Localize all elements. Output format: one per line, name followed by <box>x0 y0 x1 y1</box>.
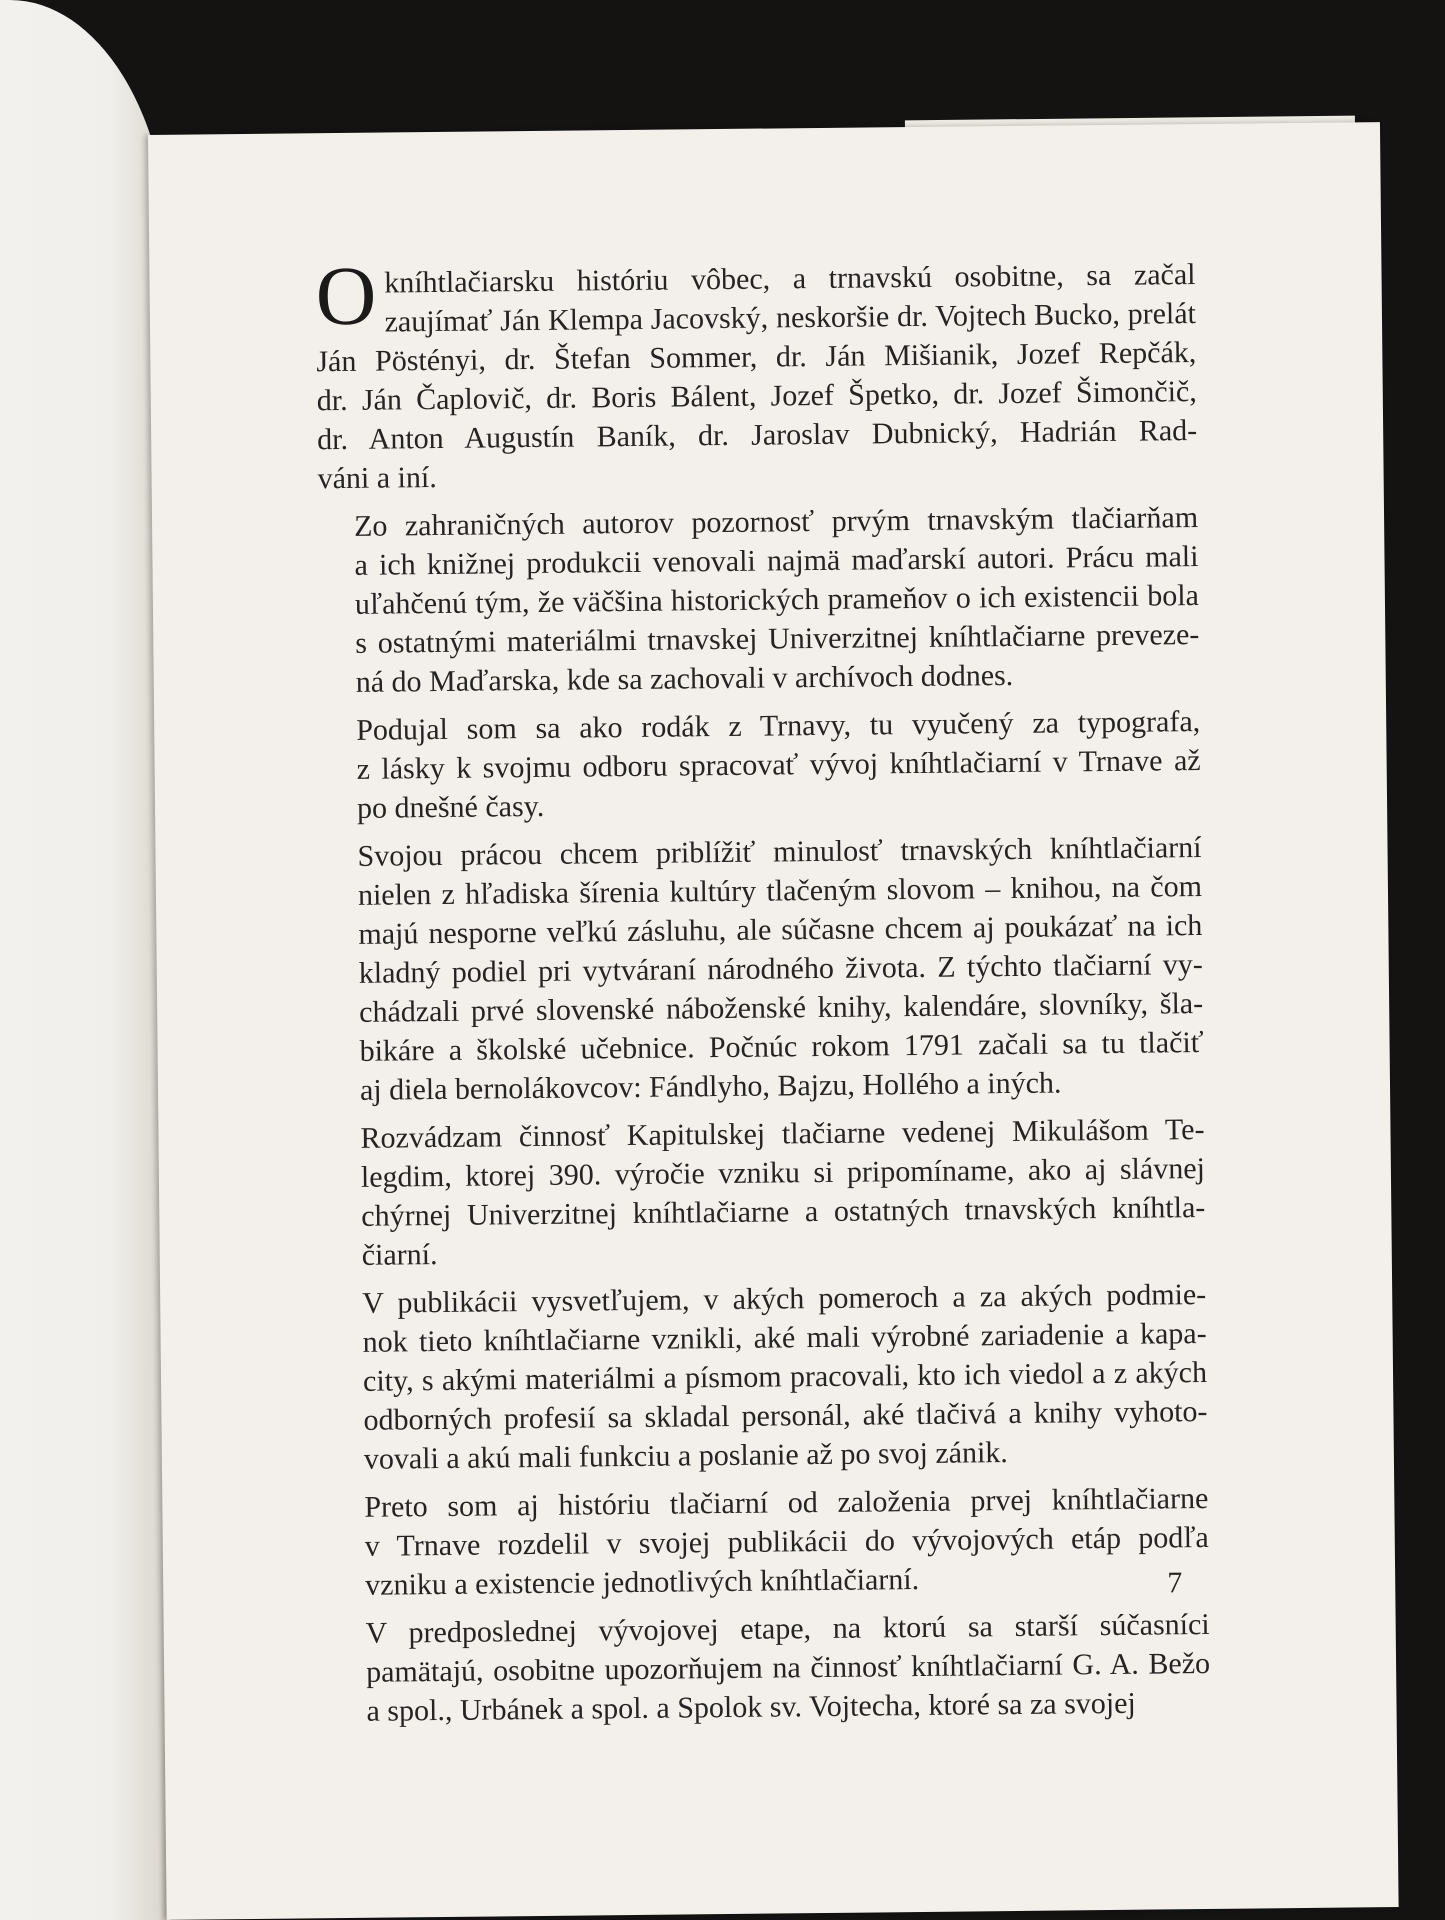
text-line: city, s akými materiálmi a písmom pracovali, kto ich viedol a z akých <box>362 1355 1208 1398</box>
text-line: kladný podiel pri vytváraní národného života. Z týchto tlačiarní vy- <box>358 948 1203 990</box>
text-line: vovali a akú mali funkciu a poslanie až po svoj zánik. <box>363 1436 1009 1476</box>
text-line: zaujímať Ján Klempa Jacovský, neskoršie dr. Vojtech Bucko, prelát <box>384 297 1197 339</box>
text-line: chádzali prvé slovenské náboženské knihy, kalendáre, slovníky, šla- <box>359 986 1204 1029</box>
paragraph <box>328 1479 1209 1605</box>
text-line: odborných profesií sa skladal personál, aké tlačivá a knihy vyhoto- <box>363 1394 1208 1437</box>
paragraph <box>315 249 1198 498</box>
paragraph <box>329 1605 1210 1731</box>
text-line: z lásky k svojmu odboru spracovať vývoj kníhtlačiarní v Trnave až <box>356 744 1201 786</box>
text-line: Podujal som sa ako rodák z Trnavy, tu vyučený za typografa, <box>356 705 1201 747</box>
text-line: pamätajú, osobitne upozorňujem na činnosť kníhtlačiarní G. A. Bežo <box>365 1646 1211 1689</box>
text-line: dr. Ján Čaplovič, dr. Boris Bálent, Jozef Špetko, dr. Jozef Šimončič, <box>316 375 1197 418</box>
text-line: v Trnave rozdelil v svojej publikácii do vývojových etáp podľa <box>364 1520 1209 1563</box>
text-line: Preto som aj históriu tlačiarní od založenia prvej kníhtlačiarne <box>364 1481 1209 1524</box>
paragraph <box>321 828 1204 1110</box>
text-line: aj diela bernolákovcov: Fándlyho, Bajzu, Hollého a iných. <box>359 1066 1062 1107</box>
text-line: s ostatnými materiálmi trnavskej Univerzitnej kníhtlačiarne preveze- <box>355 618 1200 660</box>
text-line: kníhtlačiarsku históriu vôbec, a trnavskú osobitne, sa začal <box>384 258 1196 300</box>
text-line: V predposlednej vývojovej etape, na ktorú sa starší súčasníci <box>365 1607 1210 1650</box>
text-line: po dnešné časy. <box>356 789 545 825</box>
text-line: uľahčenú tým, že väčšina historických prameňov o ich existencii bola <box>354 579 1200 621</box>
facing-page <box>0 0 170 1920</box>
text-line: vzniku a existencie jednotlivých kníhtlačiarní. <box>365 1563 920 1602</box>
text-line: chýrnej Univerzitnej kníhtlačiarne a ostatných trnavských kníhtla- <box>361 1190 1206 1233</box>
text-line: a spol., Urbánek a spol. a Spolok sv. Vojtecha, ktoré sa za svojej <box>366 1686 1136 1728</box>
text-line: bikáre a školské učebnice. Počnúc rokom 1791 začali sa tu tlačiť <box>359 1025 1204 1068</box>
text-line: Ján Pöstényi, dr. Štefan Sommer, dr. Ján Mišianik, Jozef Repčák, <box>316 336 1197 379</box>
text-line: nok tieto kníhtlačiarne vznikli, aké mali výrobné zariadenie a kapa- <box>362 1316 1207 1359</box>
paragraph <box>318 498 1200 702</box>
paragraph <box>326 1275 1208 1479</box>
text-line: čiarní. <box>361 1238 438 1272</box>
text-line: dr. Anton Augustín Baník, dr. Jaroslav Dubnický, Hadrián Rad- <box>317 414 1198 457</box>
text-line: váni a iní. <box>317 460 437 496</box>
text-line: legdim, ktorej 390. výročie vzniku si pripomíname, ako aj slávnej <box>360 1151 1206 1194</box>
body-text <box>315 249 1211 1740</box>
drop-cap: O <box>315 249 377 344</box>
text-line: ná do Maďarska, kde sa zachovali v archívoch dodnes. <box>355 658 1014 699</box>
book-page <box>148 122 1399 1920</box>
text-line: V publikácii vysvetľujem, v akých pomeroch a za akých podmie- <box>362 1277 1207 1320</box>
paragraph <box>324 1110 1206 1275</box>
paragraph <box>320 702 1201 828</box>
text-line: nielen z hľadiska šírenia kultúry tlačeným slovom – knihou, na čom <box>357 870 1203 912</box>
text-line: Svojou prácou chcem priblížiť minulosť trnavských kníhtlačiarní <box>357 831 1202 873</box>
text-line: Rozvádzam činnosť Kapitulskej tlačiarne vedenej Mikulášom Te- <box>360 1112 1205 1155</box>
text-line: Zo zahraničných autorov pozornosť prvým trnavským tlačiarňam <box>353 501 1199 543</box>
text-line: a ich knižnej produkcii venovali najmä maďarskí autori. Prácu mali <box>354 540 1199 582</box>
page-number: 7 <box>1167 1566 1183 1600</box>
text-line: majú nesporne veľkú zásluhu, ale súčasne chcem aj poukázať na ich <box>358 909 1203 951</box>
